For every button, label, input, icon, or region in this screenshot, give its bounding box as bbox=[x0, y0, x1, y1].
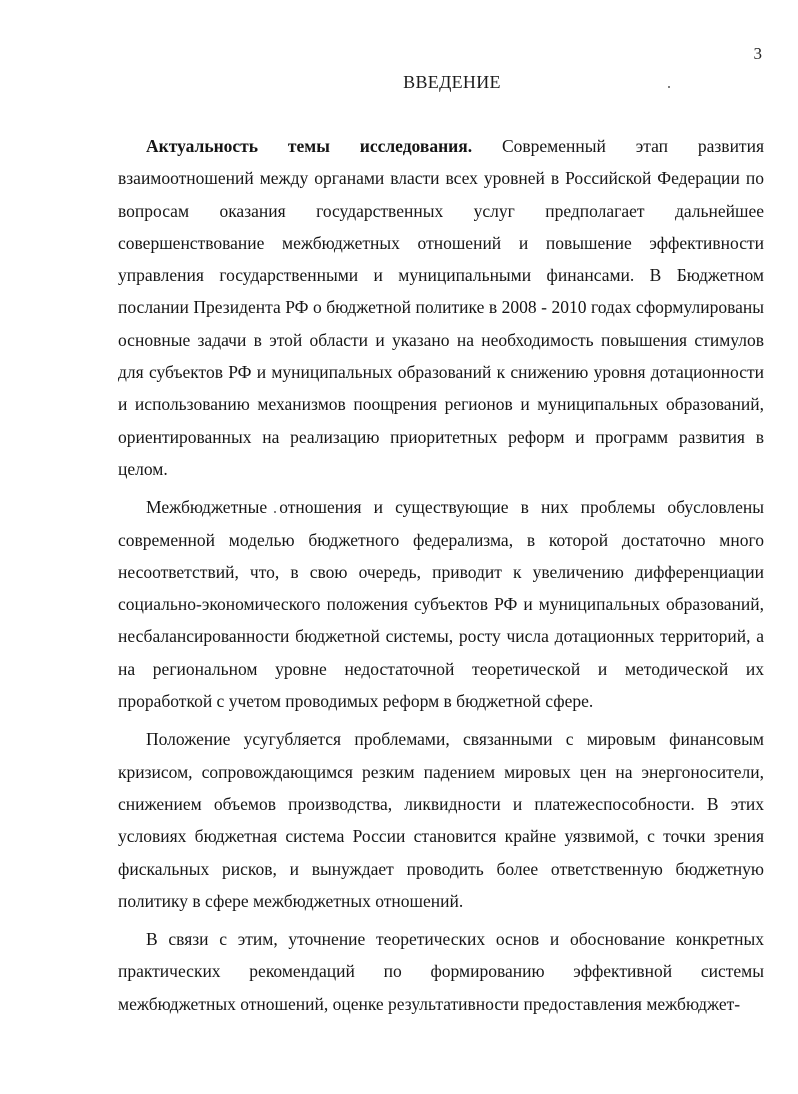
paragraph-financial-crisis bbox=[118, 723, 764, 917]
paragraph-text: Положение усугубляется проблемами, связанными с мировым финансовым кризисом, сопровождающимся резким падением мировых цен на энергоносители, снижением объемов производства, ликвидности и платежеспособности. В этих условиях бюджетная система России становится крайне уязвимой, с точки зрения фискальных рисков, и вынуждает проводить более ответственную бюджетную политику в сфере межбюджетных отношений. bbox=[118, 729, 764, 911]
paragraph-interbudget-relations bbox=[118, 491, 764, 717]
scan-speck bbox=[668, 86, 670, 88]
paragraph-text: Современный этап развития взаимоотношений между органами власти всех уровней в Российской Федерации по вопросам оказания государственных услуг предполагает дальнейшее совершенствование межбюджетных отношений и повышение эффективности управления государственными и муниципальными финансами. В Бюджетном послании Президента РФ о бюджетной политике в 2008 - 2010 годах сформулированы основные задачи в этой области и указано на необходимость повышения стимулов для субъектов РФ и муниципальных образований к снижению уровня дотационности и использованию механизмов поощрения регионов и муниципальных образований, ориентированных на реализацию приоритетных реформ и программ развития в целом. bbox=[118, 136, 764, 479]
paragraph-relevance bbox=[118, 130, 764, 485]
paragraph-text: В связи с этим, уточнение теоретических основ и обоснование конкретных практических рекомендаций по формированию эффективной системы межбюджетных отношений, оценке результативности предоставления межбюджет- bbox=[118, 929, 764, 1014]
page-number: 3 bbox=[753, 44, 762, 63]
paragraph-lead: Актуальность темы исследования. bbox=[146, 136, 473, 156]
paragraph-clarification bbox=[118, 923, 764, 1020]
section-heading: ВВЕДЕНИЕ bbox=[403, 72, 501, 92]
paragraph-text: Межбюджетные отношения и существующие в них проблемы обусловлены современной моделью бюджетного федерализма, в которой достаточно много несоответствий, что, в свою очередь, приводит к увеличению дифференциации социально-экономического положения субъектов РФ и муниципальных образований, несбалансированности бюджетной системы, росту числа дотационных территорий, а на региональном уровне недостаточной теоретической и методической их проработкой с учетом проводимых реформ в бюджетной сфере. bbox=[118, 497, 764, 712]
body-text bbox=[118, 130, 764, 1020]
